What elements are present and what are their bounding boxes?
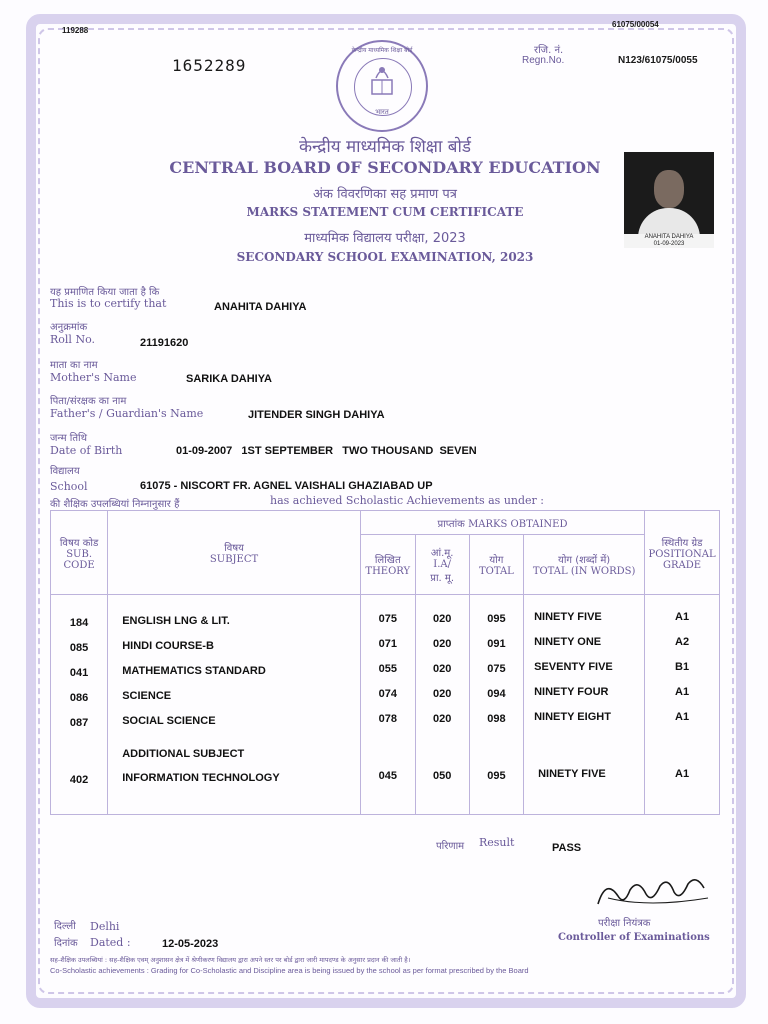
theory-column: 075 071 055 074 078 045: [360, 595, 415, 815]
table-row: 087: [69, 717, 89, 729]
mother-label: Mother's Name: [50, 371, 137, 384]
statement-title: MARKS STATEMENT CUM CERTIFICATE: [246, 205, 524, 219]
footer-note-hindi: सह-शैक्षिक उपलब्धियां : सह-शैक्षिक एवम् अनुशासन क्षेत्र में श्रेणीकरण विद्यालय द्वारा अपने स्तर पर बोर्ड द्वारा जारी मापदण्ड के अनुसार प्रदान की जाती है।: [50, 956, 411, 964]
grade-column: A1 A2 B1 A1 A1 A1: [645, 595, 720, 815]
header-subject: विषय SUBJECT: [108, 511, 361, 595]
header-theory: लिखित THEORY: [360, 535, 415, 595]
place-label: Delhi: [90, 920, 120, 933]
dob-label: Date of Birth: [50, 444, 123, 457]
certificate-number: 1652289: [172, 56, 247, 75]
top-left-serial: 119288: [62, 26, 89, 35]
header-ia: आं.मू. I.A/ प्रा. मू.: [415, 535, 469, 595]
school-label: School: [50, 480, 88, 493]
ia-column: 020 020 020 020 020 050: [415, 595, 469, 815]
exam-title-hindi: माध्यमिक विद्यालय परीक्षा, 2023: [304, 231, 466, 246]
result-label: Result: [479, 836, 515, 849]
dated-label-hindi: दिनांक: [54, 938, 78, 949]
table-row: 086: [69, 692, 89, 704]
additional-subject-label: ADDITIONAL SUBJECT: [122, 748, 245, 760]
total-column: 095 091 075 094 098 095: [469, 595, 523, 815]
table-row: 041: [69, 667, 89, 679]
roll-label: Roll No.: [50, 333, 95, 346]
result-value: PASS: [552, 842, 582, 854]
controller-label-hindi: परीक्षा नियंत्रक: [598, 918, 651, 929]
regn-label: Regn.No.: [522, 55, 565, 66]
regn-number: N123/61075/0055: [618, 55, 698, 66]
header-total: योग TOTAL: [469, 535, 523, 595]
table-row: 402: [69, 774, 89, 786]
father-label: Father's / Guardian's Name: [50, 407, 204, 420]
student-name: ANAHITA DAHIYA: [214, 301, 307, 313]
place-label-hindi: दिल्ली: [54, 921, 76, 932]
date-of-birth: 01-09-2007 1ST SEPTEMBER TWO THOUSAND SEVEN: [176, 445, 477, 457]
roll-label-hindi: अनुक्रमांक: [50, 322, 88, 333]
table-row: 085: [69, 642, 89, 654]
father-label-hindi: पिता/संरक्षक का नाम: [50, 396, 127, 407]
issue-date: 12-05-2023: [162, 938, 219, 950]
achievement-label: has achieved Scholastic Achievements as under :: [270, 494, 545, 507]
father-name: JITENDER SINGH DAHIYA: [248, 409, 385, 421]
board-name-hindi: केन्द्रीय माध्यमिक शिक्षा बोर्ड: [298, 137, 472, 157]
dob-label-hindi: जन्म तिथि: [50, 433, 88, 444]
header-marks-obtained: प्राप्तांक MARKS OBTAINED: [360, 511, 644, 535]
statement-title-hindi: अंक विवरणिका सह प्रमाण पत्र: [313, 187, 457, 202]
student-photo: ANAHITA DAHIYA 01-09-2023: [624, 152, 714, 248]
marks-table: [50, 510, 720, 815]
regn-label-hindi: रजि. नं.: [534, 45, 564, 56]
dated-label: Dated :: [90, 936, 131, 949]
certify-label-hindi: यह प्रमाणित किया जाता है कि: [50, 287, 160, 298]
top-right-serial: 61075/00054: [612, 20, 659, 29]
subject-column: ENGLISH LNG & LIT. HINDI COURSE-B MATHEMATICS STANDARD SCIENCE SOCIAL SCIENCE ADDITIONAL SUBJECT INFORMATION TECHNOLOGY: [108, 595, 361, 815]
certify-label: This is to certify that: [50, 297, 167, 310]
total-words-column: NINETY FIVE NINETY ONE SEVENTY FIVE NINETY FOUR NINETY EIGHT NINETY FIVE: [524, 595, 645, 815]
header-total-words: योग (शब्दों में) TOTAL (IN WORDS): [524, 535, 645, 595]
board-name: CENTRAL BOARD OF SECONDARY EDUCATION: [169, 158, 601, 177]
header-sub-code: विषय कोड SUB. CODE: [51, 511, 108, 595]
cbse-seal-logo: केन्द्रीय माध्यमिक शिक्षा बोर्ड भारत: [336, 40, 428, 132]
school-name: 61075 - NISCORT FR. AGNEL VAISHALI GHAZIABAD UP: [140, 480, 433, 492]
controller-label: Controller of Examinations: [558, 932, 710, 943]
sub-code-column: [51, 595, 108, 815]
footer-note: Co-Scholastic achievements : Grading for Co-Scholastic and Discipline area is being issued by the school as per format prescribed by the Board: [50, 966, 529, 975]
table-row: 184: [69, 617, 89, 629]
school-label-hindi: विद्यालय: [50, 466, 80, 477]
roll-number: 21191620: [140, 337, 189, 349]
result-label-hindi: परिणाम: [436, 841, 465, 852]
exam-title: SECONDARY SCHOOL EXAMINATION, 2023: [236, 250, 534, 264]
header-grade: स्थितीय ग्रेड POSITIONAL GRADE: [645, 511, 720, 595]
mother-label-hindi: माता का नाम: [50, 360, 98, 371]
achievement-label-hindi: की शैक्षिक उपलब्धियां निम्नानुसार हैं: [50, 499, 180, 510]
controller-signature: [588, 868, 718, 916]
mother-name: SARIKA DAHIYA: [186, 373, 272, 385]
